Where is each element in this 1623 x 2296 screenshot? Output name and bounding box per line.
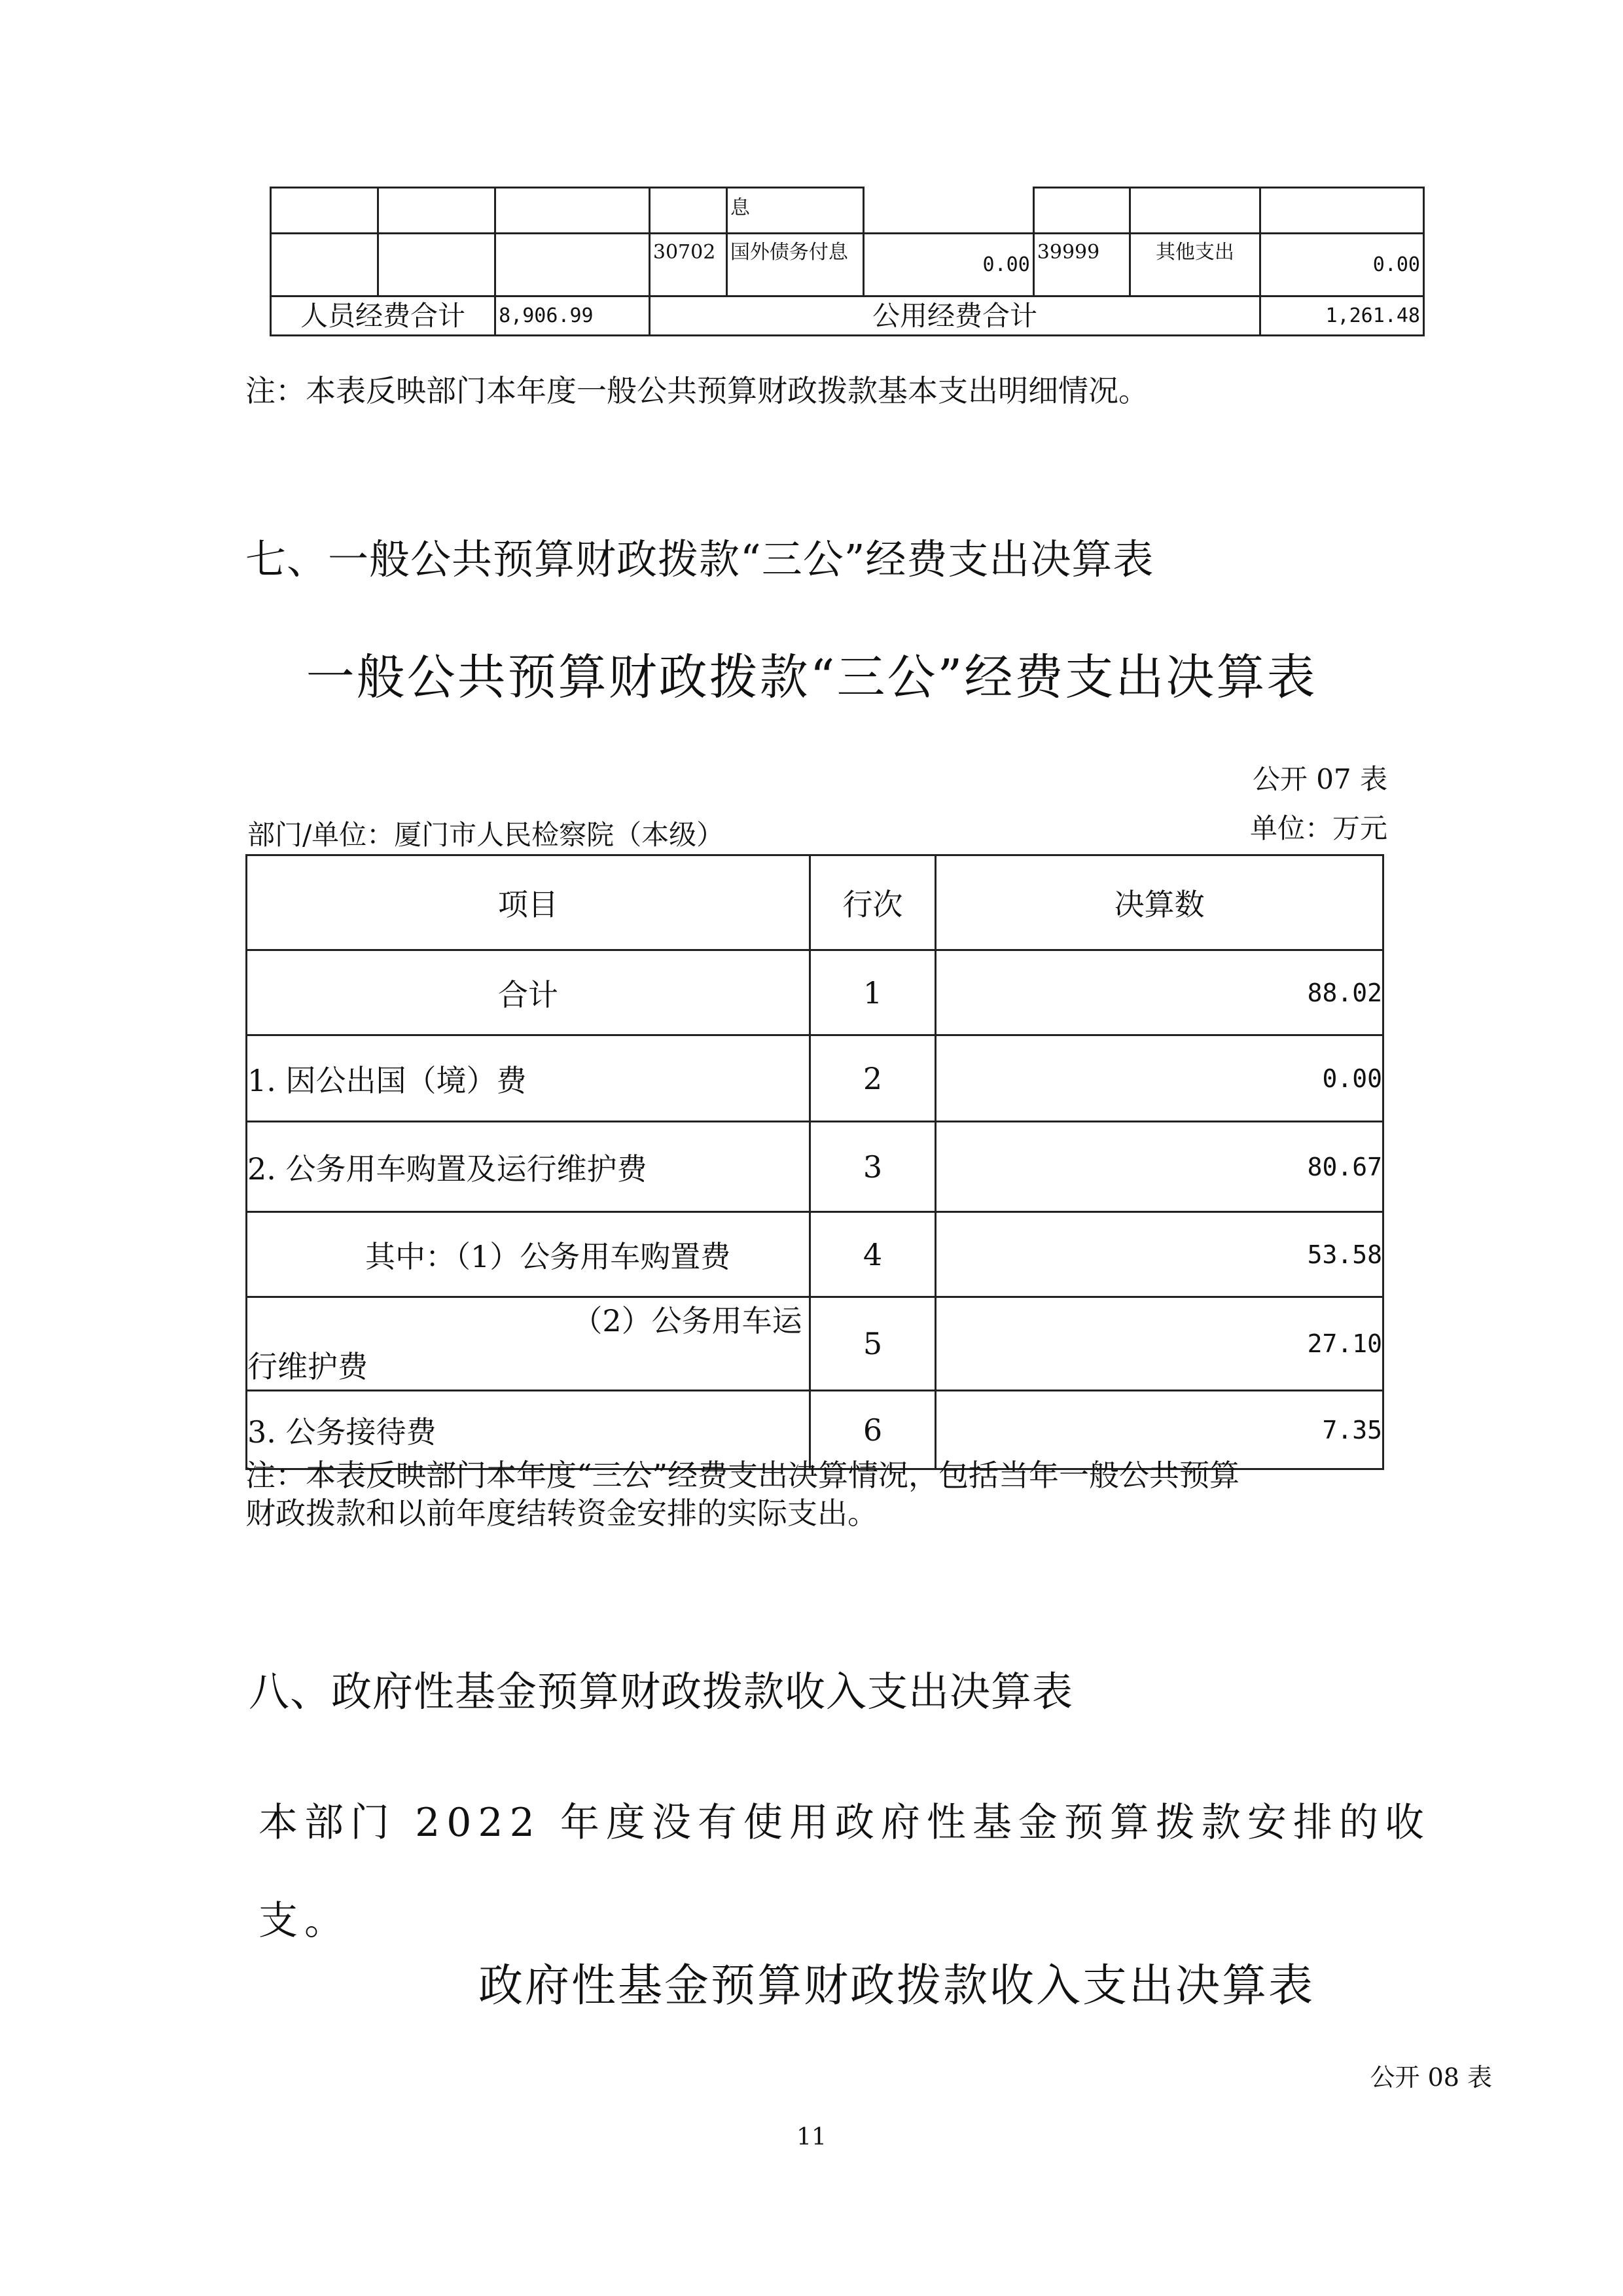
table07-department: 部门/单位：厦门市人民检察院（本级）: [247, 819, 724, 851]
header-item: 项目: [247, 855, 810, 950]
table07-unit: 单位：万元: [1249, 812, 1387, 844]
row-line: 3: [810, 1122, 936, 1212]
row-line: 4: [810, 1212, 936, 1297]
row-amount: 0.00: [936, 1035, 1383, 1122]
section-8-text-line2: 支。: [259, 1898, 350, 1944]
expense-code: 30702: [649, 234, 726, 296]
row-amount: 80.67: [936, 1122, 1383, 1212]
row-item: 3. 公务接待费: [247, 1391, 810, 1469]
table08-title: 政府性基金预算财政拨款收入支出决算表: [478, 1960, 1315, 2012]
table-row: [247, 1212, 1383, 1297]
row-item: 其中：（1）公务用车购置费: [247, 1212, 810, 1297]
header-amount: 决算数: [936, 855, 1383, 950]
section-7-heading: 七、一般公共预算财政拨款“三公”经费支出决算表: [245, 535, 1154, 583]
expense-amount: 0.00: [1260, 234, 1424, 296]
row-line: 5: [810, 1297, 936, 1391]
row-amount: 53.58: [936, 1212, 1383, 1297]
row-item: 合计: [247, 950, 810, 1035]
row-line: 2: [810, 1035, 936, 1122]
row-item-line2: 行维护费: [247, 1349, 368, 1384]
expense-item: 其他支出: [1130, 234, 1260, 296]
table-row: [247, 950, 1383, 1035]
expense-item: 国外债务付息: [726, 234, 864, 296]
page-number: 11: [796, 2124, 827, 2151]
row-amount: 88.02: [936, 950, 1383, 1035]
row-line: 6: [810, 1391, 936, 1469]
section-8-text: [259, 1774, 1436, 1970]
public-total-label: 公用经费合计: [649, 296, 1260, 336]
expense-detail-table-fragment: [270, 187, 1425, 336]
table07-code: 公开 07 表: [1252, 763, 1387, 795]
expense-code: 39999: [1033, 234, 1130, 296]
expense-amount: 0.00: [864, 234, 1033, 296]
fragment-cell-text: 息: [726, 188, 864, 234]
header-line: 行次: [810, 855, 936, 950]
table-row: [247, 1035, 1383, 1122]
row-item: 1. 因公出国（境）费: [247, 1035, 810, 1122]
three-public-expenses-table: [245, 854, 1384, 1470]
row-amount: 7.35: [936, 1391, 1383, 1469]
table06-note: 注：本表反映部门本年度一般公共预算财政拨款基本支出明细情况。: [245, 373, 1149, 408]
personnel-total-value: 8,906.99: [495, 296, 650, 336]
row-item-line1: （2）公务用车运: [572, 1303, 802, 1338]
row-item: 2. 公务用车购置及运行维护费: [247, 1122, 810, 1212]
section-8-heading: 八、政府性基金预算财政拨款收入支出决算表: [249, 1668, 1074, 1715]
public-total-value: 1,261.48: [1260, 296, 1424, 336]
row-item: [247, 1297, 810, 1391]
table-row: [247, 1122, 1383, 1212]
table07-note: [245, 1456, 1423, 1532]
table07-title: 一般公共预算财政拨款“三公”经费支出决算表: [306, 649, 1317, 706]
section-8-text-line1: 本部门 2022 年度没有使用政府性基金预算拨款安排的收: [259, 1800, 1431, 1846]
row-line: 1: [810, 950, 936, 1035]
personnel-total-label: 人员经费合计: [271, 296, 495, 336]
table-row: [247, 1297, 1383, 1391]
table07-note-line1: 注：本表反映部门本年度“三公”经费支出决算情况，包括当年一般公共预算: [245, 1458, 1240, 1493]
table08-code: 公开 08 表: [1370, 2063, 1492, 2092]
table07-note-line2: 财政拨款和以前年度结转资金安排的实际支出。: [245, 1496, 878, 1531]
row-amount: 27.10: [936, 1297, 1383, 1391]
